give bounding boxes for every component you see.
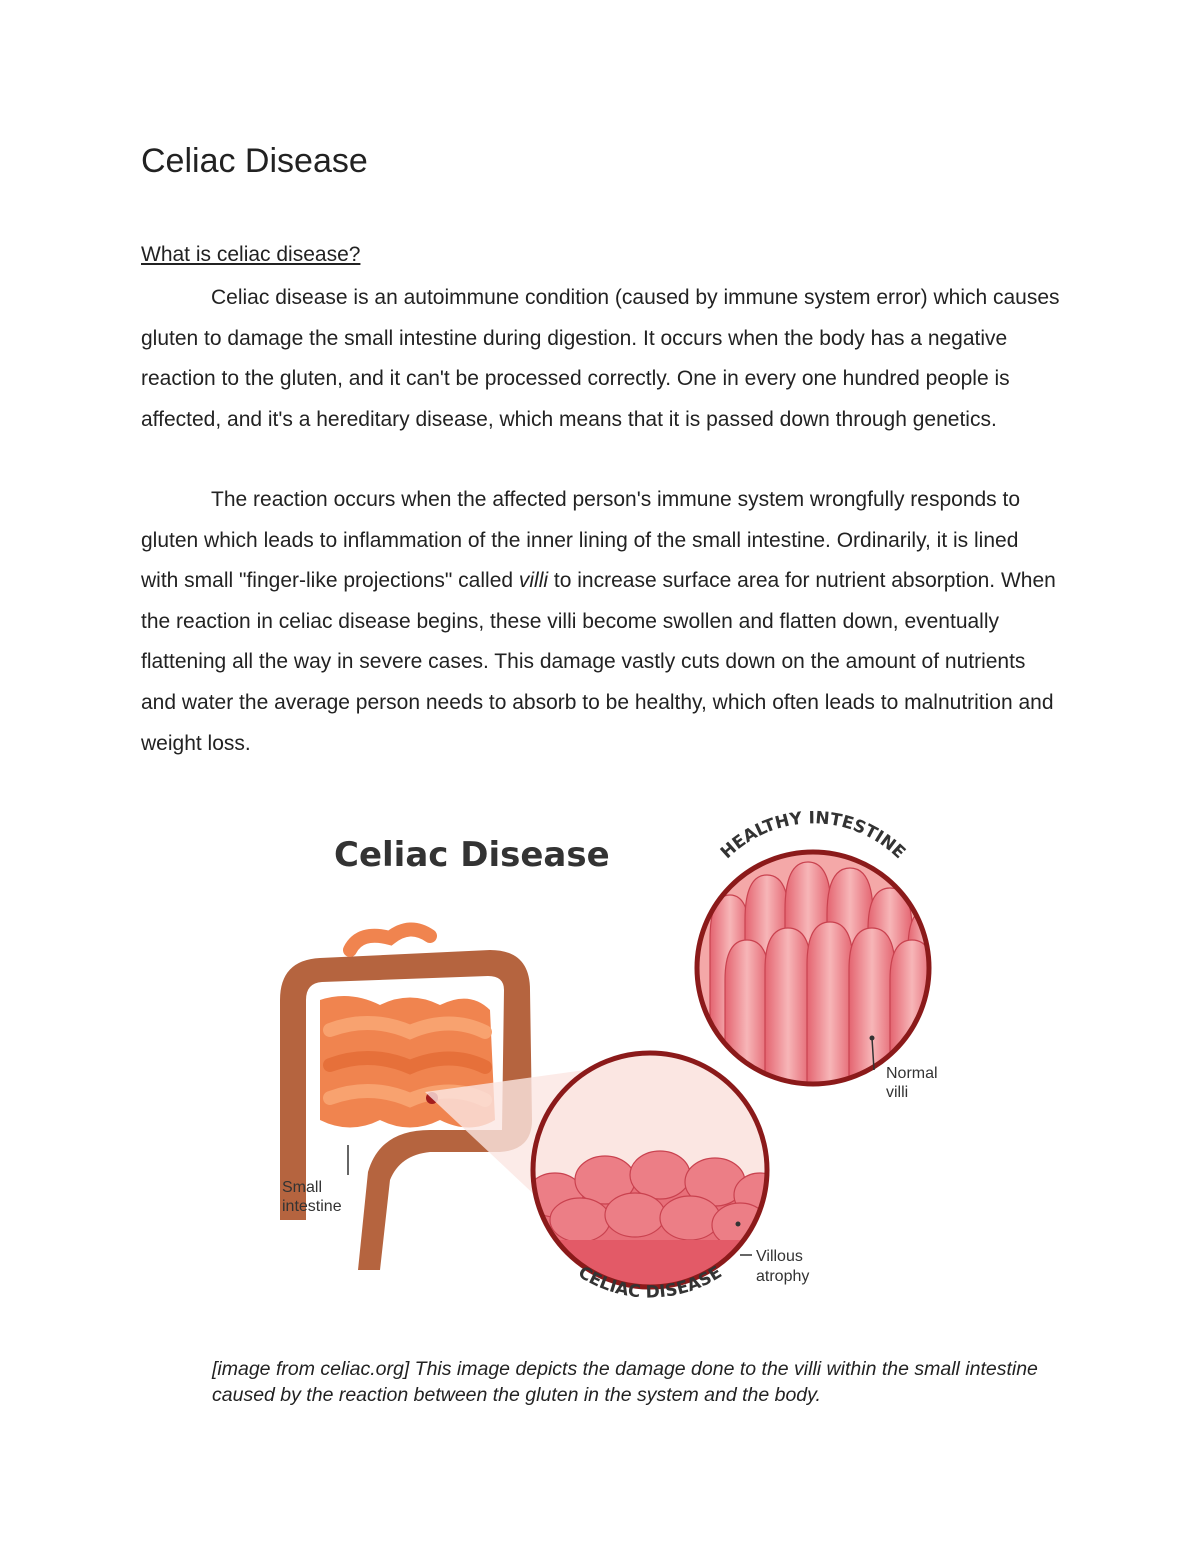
celiac-diagram (240, 800, 960, 1320)
healthy-intestine-circle (680, 808, 950, 1101)
normal-villi-label: Normal (886, 1065, 938, 1082)
paragraph-2-text-a: The reaction occurs when the affected person's immune system wrongfully responds to gluten which leads to inflammation of the inner lining of the small intestine. Ordinarily, it is lined with small "finger-like projections" called (141, 488, 1021, 593)
normal-villi-label-2: villi (886, 1084, 909, 1101)
paragraph-1-text: Celiac disease is an autoimmune condition (caused by immune system error) which causes gluten to damage the small intestine during digestion. It occurs when the body has a negative reaction to the gluten, and it can't be processed correctly. One in every one hundred people is affected, and it's a hereditary disease, which means that it is passed down through genetics. (141, 286, 1060, 431)
figure-caption: [image from celiac.org] This image depicts the damage done to the villi within the small intestine caused by the reaction between the gluten in the system and the body. (212, 1358, 1038, 1406)
celiac-disease-label: CELIAC DISEASE (574, 1262, 726, 1303)
document-title: Celiac Disease (141, 142, 368, 180)
section-heading: What is celiac disease? (141, 243, 361, 266)
paragraph-2 (141, 480, 1061, 764)
paragraph-1 (141, 278, 1061, 440)
celiac-disease-circle (527, 1053, 809, 1303)
paragraph-2-text-b: to increase surface area for nutrient absorption. When the reaction in celiac disease begins, these villi become swollen and flatten down, eventually flattening all the way in severe cases. This damage vastly cuts down on the amount of nutrients and water the average person needs to absorb to be healthy, which often leads to malnutrition and weight loss. (141, 569, 1056, 755)
villi-term: villi (518, 569, 549, 593)
small-intestine-label-2: intestine (282, 1198, 342, 1215)
figure-title: Celiac Disease (334, 835, 610, 875)
villous-atrophy-label: Villous (756, 1248, 803, 1265)
healthy-intestine-label: HEALTHY INTESTINE (716, 808, 910, 863)
small-intestine-label: Small (282, 1179, 323, 1196)
villous-atrophy-label-2: atrophy (756, 1268, 810, 1285)
